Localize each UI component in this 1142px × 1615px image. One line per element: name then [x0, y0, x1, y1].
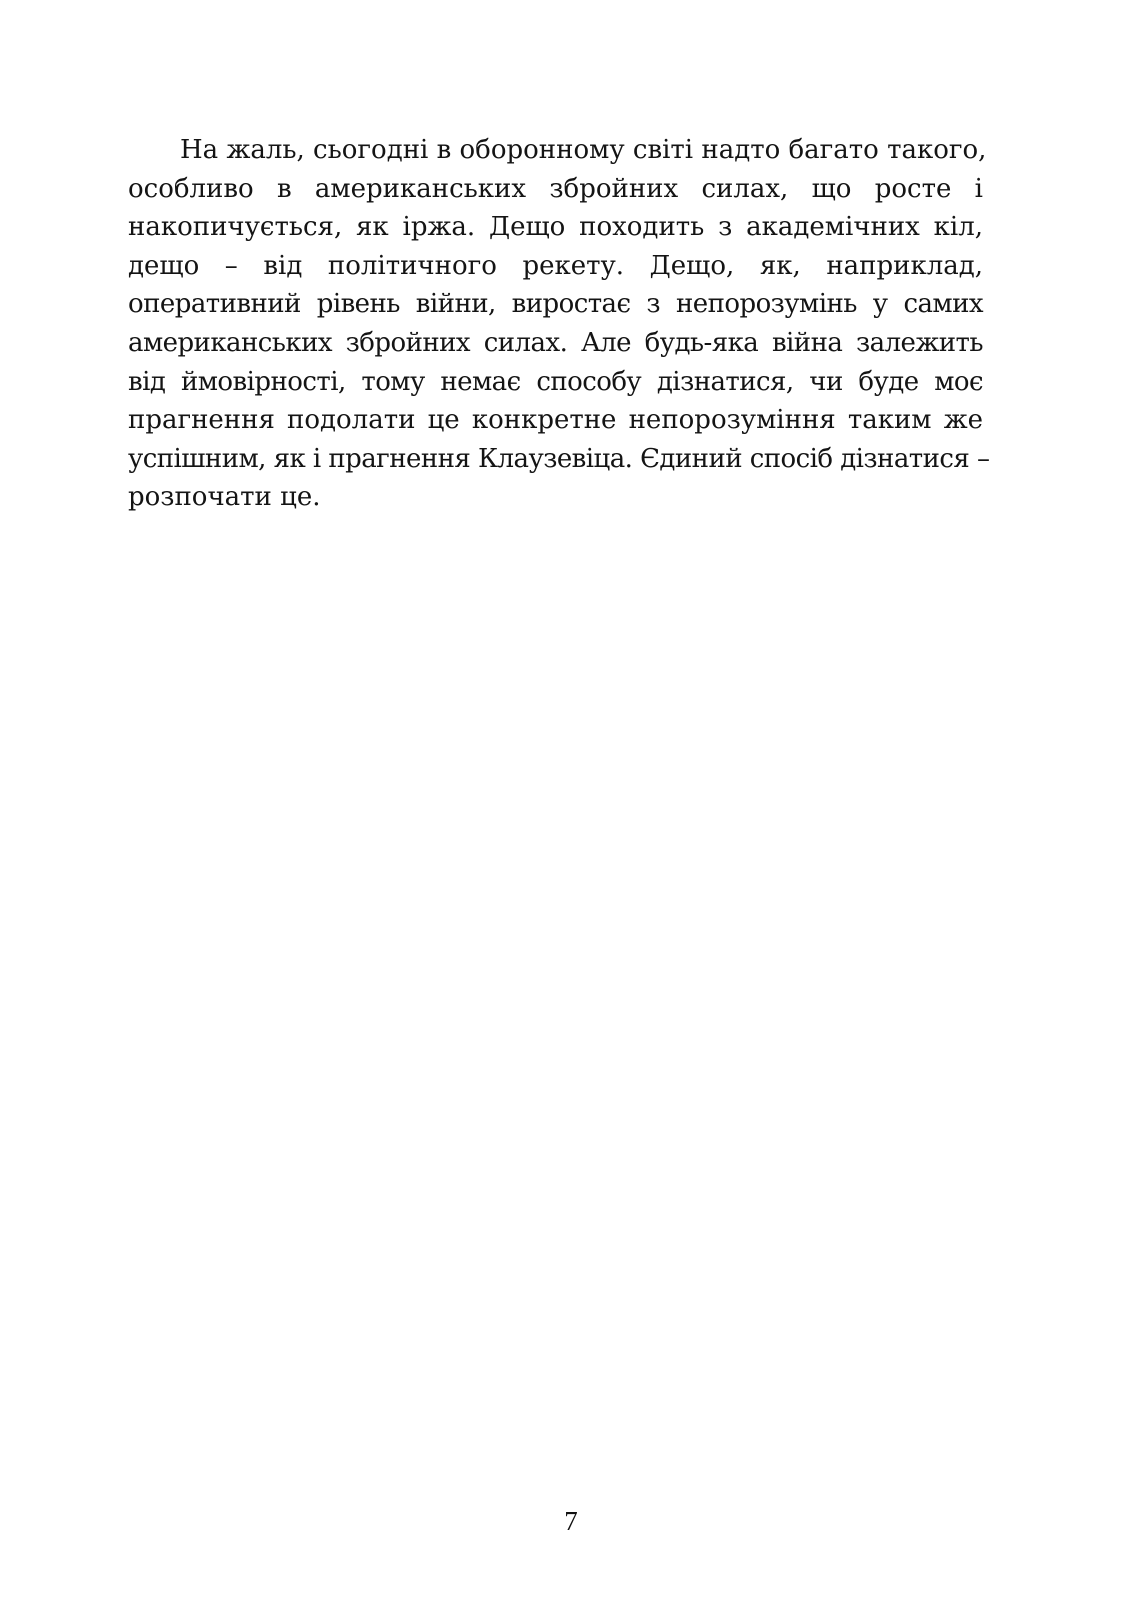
- paragraph-line: оперативний рівень війни, виростає з непорозумінь у самих: [128, 289, 983, 320]
- page-number: 7: [564, 1506, 578, 1536]
- paragraph-line: особливо в американських збройних силах, що росте і: [128, 173, 983, 204]
- paragraph-line: На жаль, сьогодні в оборонному світі надто багато такого,: [180, 135, 987, 165]
- paragraph-line: накопичується, як іржа. Дещо походить з академічних кіл,: [128, 212, 983, 243]
- body-paragraph: [128, 131, 990, 517]
- paragraph-line: прагнення подолати це конкретне непорозуміння таким же: [128, 405, 983, 436]
- paragraph-line: від ймовірності, тому немає способу дізнатися, чи буде моє: [128, 366, 983, 397]
- paragraph-line: розпочати це.: [128, 482, 321, 513]
- paragraph-line: американських збройних силах. Але будь-яка війна залежить: [128, 327, 983, 358]
- paragraph-line: дещо – від політичного рекету. Дещо, як, наприклад,: [128, 250, 983, 281]
- paragraph-line: успішним, як і прагнення Клаузевіца. Єдиний спосіб дізнатися –: [128, 443, 990, 474]
